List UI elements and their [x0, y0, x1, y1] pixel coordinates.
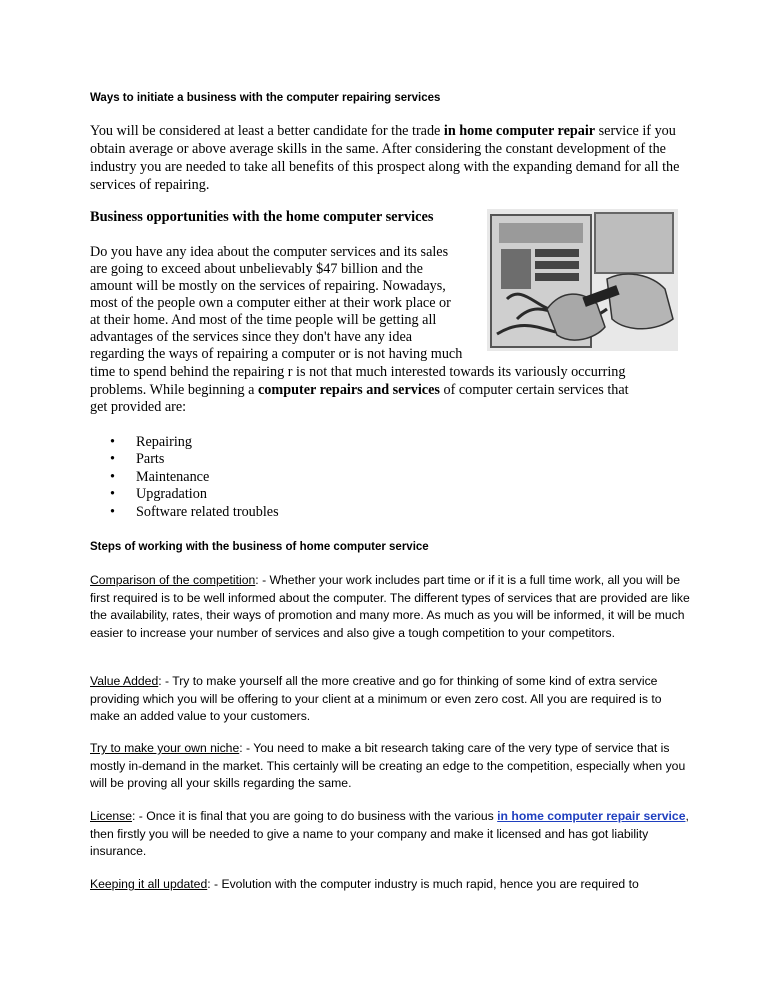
services-list [110, 434, 279, 521]
step-text: : - You need to make a bit research taking care of the very type of service that is mostly in-demand in the market. This certainly will be creating an edge to the competition, especially when you will be proving all your skills regarding the same. [90, 741, 686, 791]
intro-text-2: service if you obtain average or above average skills in the same. After considering the constant development of the industry you are needed to take all benefits of this prospect along with the expanding demand for all the services of repairing. [90, 123, 680, 193]
step-term: Comparison of the competition [90, 573, 256, 587]
document-title: Ways to initiate a business with the computer repairing services [90, 92, 441, 104]
step-term: Try to make your own niche [90, 741, 240, 755]
step-paragraph-niche [90, 740, 690, 793]
opportunities-line: Do you have any idea about the computer services and its sales [90, 244, 449, 260]
home-repair-service-link[interactable]: in home computer repair service [497, 809, 686, 823]
step-text: : - Try to make yourself all the more creative and go for thinking of some kind of extra service providing which you will be offering to your client at a minimum or even zero cost. All you are required is to make an added value to your customers. [90, 674, 662, 724]
step-paragraph-updated [90, 876, 690, 894]
step-term: Value Added [90, 674, 159, 688]
step-text: : - Evolution with the computer industry is much rapid, hence you are required to [207, 877, 639, 891]
list-item: • Upgradation [110, 486, 279, 503]
step-text: : - Whether your work includes part time or if it is a full time work, all you will be first required is to be well informed about the computer. The different types of services that are provided are like the availability, rates, their ways of promotion and many more. As much as you will be informed, it will be much easier to increase your number of services and also give a tough competition to your competitors. [90, 573, 690, 641]
opportunities-line: at their home. And most of the time people will be getting all [90, 312, 437, 328]
list-item: • Software related troubles [110, 504, 279, 521]
step-term: License [90, 809, 133, 823]
tail-bold-term: computer repairs and services [258, 382, 440, 398]
step-text-before-link: : - Once it is final that you are going to do business with the various [132, 809, 498, 823]
intro-bold-term: in home computer repair [443, 123, 596, 139]
step-term: Keeping it all updated [90, 877, 208, 891]
tail-text-2: of computer certain services that [439, 382, 629, 398]
opportunities-line: time to spend behind the repairing r is not that much interested towards its variously occurring [90, 364, 626, 380]
intro-text-1: You will be considered at least a better candidate for the trade [90, 123, 444, 139]
opportunities-tail-line: get provided are: [90, 399, 187, 415]
opportunities-line: amount will be mostly on the services of repairing. Nowadays, [90, 278, 446, 294]
list-item: • Maintenance [110, 469, 279, 486]
opportunities-tail-line [90, 382, 629, 399]
step-text: , then firstly you will be needed to give a name to your company and make it licensed and has got liability insurance. [90, 809, 689, 859]
list-item: • Repairing [110, 434, 279, 451]
list-item: • Parts [110, 451, 279, 468]
opportunities-line: most of the people own a computer either at their work place or [90, 295, 451, 311]
tail-text-1: problems. While beginning a [90, 382, 258, 398]
computer-repair-photo [487, 209, 678, 351]
step-paragraph-value-added [90, 673, 690, 726]
intro-paragraph [90, 122, 690, 194]
steps-heading: Steps of working with the business of home computer service [90, 541, 429, 553]
computer-repair-illustration [487, 209, 678, 351]
opportunities-line: are going to exceed about unbelievably $47 billion and the [90, 261, 423, 277]
step-paragraph-competition [90, 572, 690, 643]
step-paragraph-license [90, 808, 690, 861]
opportunities-line: advantages of the services since they don't have any idea [90, 329, 413, 345]
opportunities-line: regarding the ways of repairing a computer or is not having much [90, 346, 463, 362]
opportunities-heading: Business opportunities with the home computer services [90, 209, 434, 225]
